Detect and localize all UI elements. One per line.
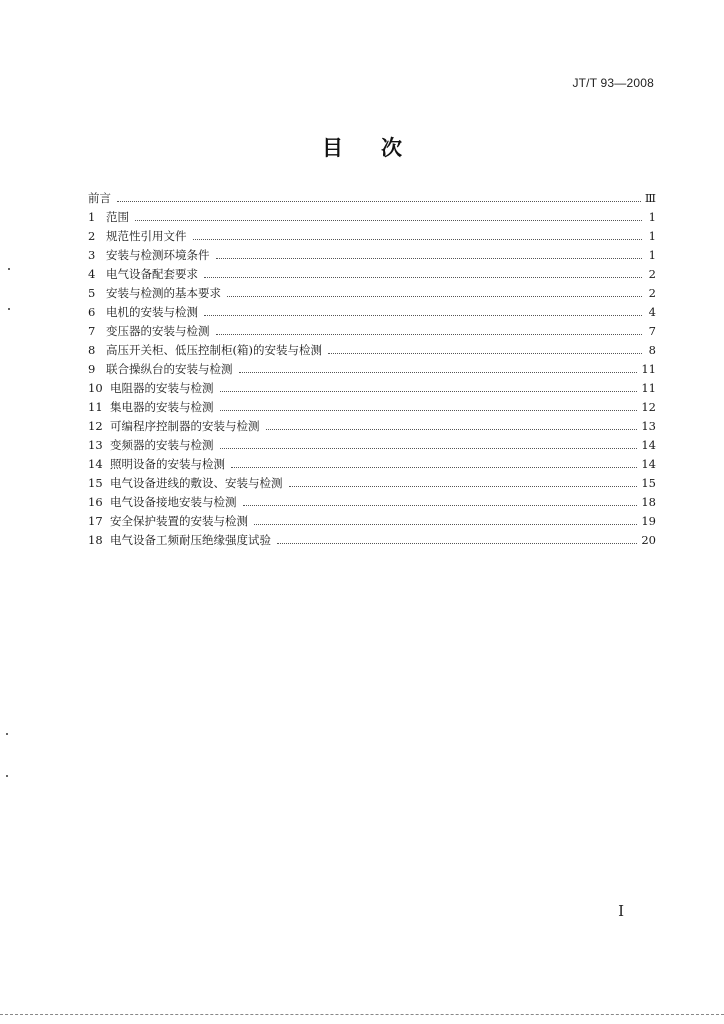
toc-entry-number: 5 bbox=[88, 286, 96, 300]
toc-entry-number: 14 bbox=[88, 457, 103, 471]
toc-dot-leader bbox=[216, 258, 643, 259]
toc-entry[interactable] bbox=[88, 262, 656, 281]
toc-entry-page: 18 bbox=[641, 495, 656, 509]
toc-entry-page: 19 bbox=[641, 514, 656, 528]
toc-dot-leader bbox=[117, 201, 641, 202]
title-char-1: 目 bbox=[322, 136, 343, 160]
toc-entry-title: 前言 bbox=[88, 191, 111, 205]
toc-entry-number: 7 bbox=[88, 324, 96, 338]
toc-entry-number: 9 bbox=[88, 362, 96, 376]
toc-entry-title: 规范性引用文件 bbox=[106, 229, 187, 243]
toc-entry[interactable] bbox=[88, 528, 656, 547]
toc-entry-foreword[interactable] bbox=[88, 186, 656, 205]
scan-speck bbox=[6, 733, 8, 735]
toc-entry[interactable] bbox=[88, 338, 656, 357]
toc-entry-title: 照明设备的安装与检测 bbox=[110, 457, 225, 471]
toc-dot-leader bbox=[220, 448, 638, 449]
toc-entry-page: 8 bbox=[648, 343, 656, 357]
toc-entry-number: 2 bbox=[88, 229, 96, 243]
scan-speck bbox=[6, 775, 8, 777]
toc-dot-leader bbox=[328, 353, 642, 354]
toc-entry-number: 13 bbox=[88, 438, 103, 452]
toc-entry-title: 安装与检测的基本要求 bbox=[106, 286, 221, 300]
toc-entry[interactable] bbox=[88, 300, 656, 319]
toc-entry[interactable] bbox=[88, 433, 656, 452]
toc-entry-page: 1 bbox=[648, 229, 656, 243]
toc-entry-title: 范围 bbox=[106, 210, 129, 224]
title-char-2: 次 bbox=[381, 136, 402, 160]
toc-dot-leader bbox=[220, 410, 638, 411]
toc-dot-leader bbox=[193, 239, 643, 240]
toc-entry[interactable] bbox=[88, 471, 656, 490]
toc-entry[interactable] bbox=[88, 205, 656, 224]
toc-entry-title: 电阻器的安装与检测 bbox=[110, 381, 214, 395]
toc-entry-page: 20 bbox=[641, 533, 656, 547]
toc-entry[interactable] bbox=[88, 243, 656, 262]
standard-code: JT/T 93—2008 bbox=[572, 76, 654, 90]
toc-entry-page: 15 bbox=[641, 476, 656, 490]
toc-entry-number: 15 bbox=[88, 476, 103, 490]
toc-entry-page: 11 bbox=[641, 362, 656, 376]
toc-dot-leader bbox=[231, 467, 637, 468]
scan-speck bbox=[8, 268, 10, 270]
toc-entry-number: 18 bbox=[88, 533, 103, 547]
toc-entry-title: 电气设备进线的敷设、安装与检测 bbox=[110, 476, 283, 490]
toc-entry[interactable] bbox=[88, 490, 656, 509]
page-title bbox=[0, 132, 724, 162]
table-of-contents bbox=[88, 186, 656, 547]
toc-entry-number: 8 bbox=[88, 343, 96, 357]
toc-entry-title: 电机的安装与检测 bbox=[106, 305, 198, 319]
toc-entry-page: 14 bbox=[641, 438, 656, 452]
toc-entry[interactable] bbox=[88, 319, 656, 338]
toc-entry-page: 1 bbox=[648, 210, 656, 224]
toc-entry-number: 4 bbox=[88, 267, 96, 281]
toc-entry[interactable] bbox=[88, 376, 656, 395]
toc-entry-title: 联合操纵台的安装与检测 bbox=[106, 362, 233, 376]
toc-entry-title: 电气设备配套要求 bbox=[106, 267, 198, 281]
toc-entry-page: 1 bbox=[648, 248, 656, 262]
toc-entry[interactable] bbox=[88, 395, 656, 414]
toc-entry-title: 变频器的安装与检测 bbox=[110, 438, 214, 452]
toc-entry[interactable] bbox=[88, 452, 656, 471]
toc-entry-number: 10 bbox=[88, 381, 103, 395]
toc-entry-title: 电气设备工频耐压绝缘强度试验 bbox=[110, 533, 271, 547]
toc-entry-number: 12 bbox=[88, 419, 103, 433]
toc-entry-page: 13 bbox=[641, 419, 656, 433]
toc-entry-page: 11 bbox=[641, 381, 656, 395]
toc-entry-number: 3 bbox=[88, 248, 96, 262]
page-bottom-edge bbox=[0, 1014, 724, 1015]
toc-entry-page: Ⅲ bbox=[644, 191, 656, 205]
toc-entry-title: 集电器的安装与检测 bbox=[110, 400, 214, 414]
toc-entry-page: 4 bbox=[648, 305, 656, 319]
toc-entry[interactable] bbox=[88, 357, 656, 376]
toc-dot-leader bbox=[204, 277, 642, 278]
toc-entry-page: 14 bbox=[641, 457, 656, 471]
toc-dot-leader bbox=[277, 543, 637, 544]
toc-entry[interactable] bbox=[88, 414, 656, 433]
toc-dot-leader bbox=[239, 372, 638, 373]
toc-entry-page: 2 bbox=[648, 286, 656, 300]
toc-dot-leader bbox=[204, 315, 642, 316]
toc-entry-number: 16 bbox=[88, 495, 103, 509]
scan-speck bbox=[8, 308, 10, 310]
toc-entry[interactable] bbox=[88, 224, 656, 243]
toc-entry-page: 7 bbox=[648, 324, 656, 338]
toc-entry-number: 17 bbox=[88, 514, 103, 528]
toc-entry[interactable] bbox=[88, 509, 656, 528]
toc-entry-title: 变压器的安装与检测 bbox=[106, 324, 210, 338]
toc-dot-leader bbox=[254, 524, 637, 525]
toc-entry-page: 12 bbox=[641, 400, 656, 414]
toc-dot-leader bbox=[216, 334, 643, 335]
toc-entry-number: 1 bbox=[88, 210, 96, 224]
toc-dot-leader bbox=[243, 505, 638, 506]
toc-entry-title: 电气设备接地安装与检测 bbox=[110, 495, 237, 509]
toc-dot-leader bbox=[227, 296, 642, 297]
toc-entry-title: 高压开关柜、低压控制柜(箱)的安装与检测 bbox=[106, 343, 322, 357]
toc-dot-leader bbox=[289, 486, 638, 487]
toc-dot-leader bbox=[220, 391, 638, 392]
page-number: Ⅰ bbox=[618, 902, 624, 920]
toc-entry-title: 安全保护装置的安装与检测 bbox=[110, 514, 248, 528]
toc-entry-title: 可编程序控制器的安装与检测 bbox=[110, 419, 260, 433]
toc-dot-leader bbox=[135, 220, 642, 221]
toc-dot-leader bbox=[266, 429, 638, 430]
toc-entry-number: 11 bbox=[88, 400, 103, 414]
toc-entry[interactable] bbox=[88, 281, 656, 300]
toc-entry-page: 2 bbox=[648, 267, 656, 281]
toc-entry-title: 安装与检测环境条件 bbox=[106, 248, 210, 262]
toc-entry-number: 6 bbox=[88, 305, 96, 319]
